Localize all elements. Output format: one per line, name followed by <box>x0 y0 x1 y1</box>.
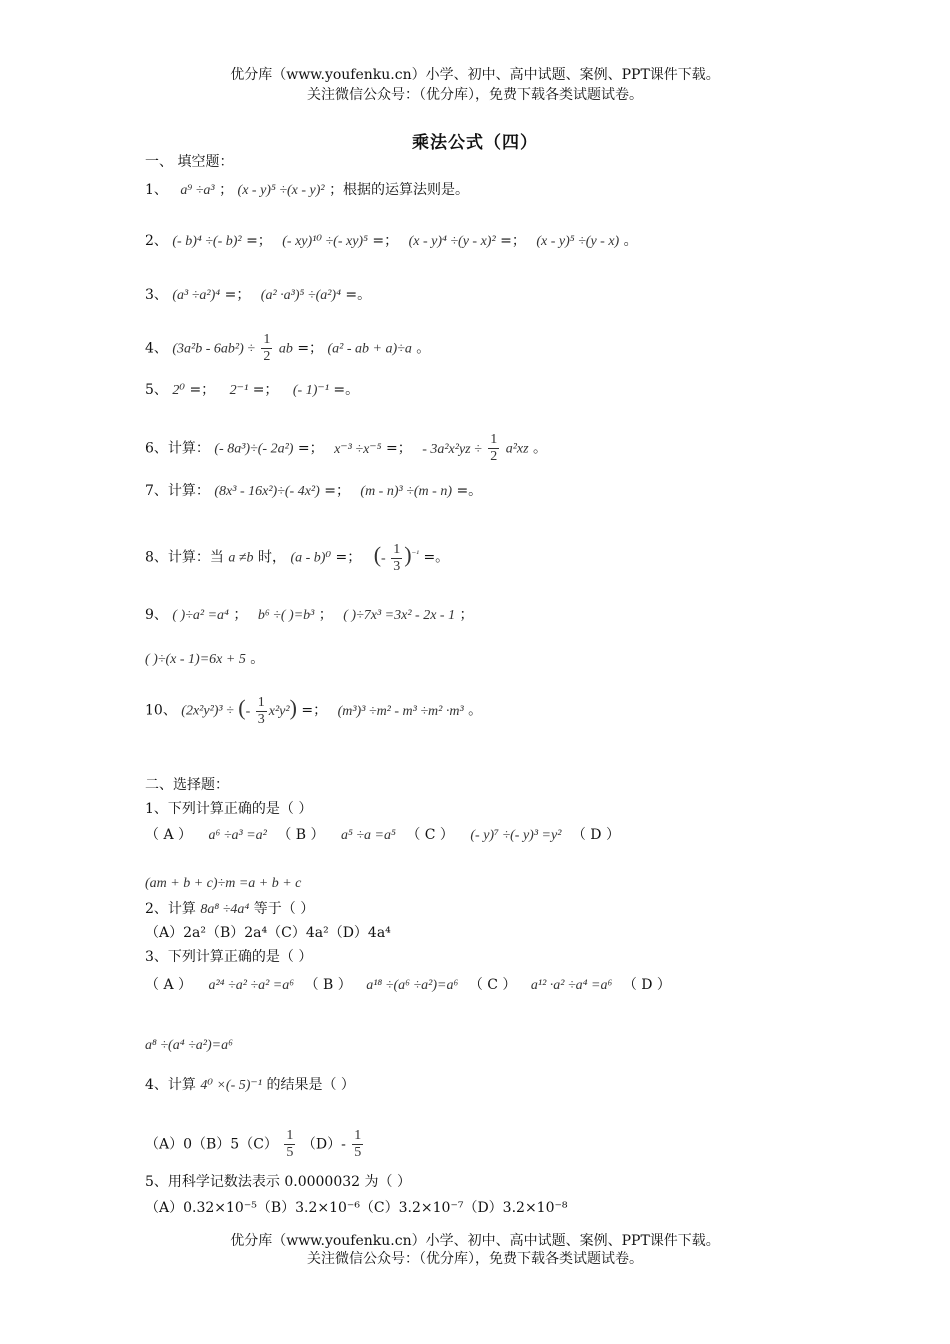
math-expression: 2⁻¹ <box>229 383 249 398</box>
section-1-heading: 一、 填空题： <box>145 154 234 170</box>
question-end: =。 <box>456 483 483 499</box>
math-expression: (x - y)⁵ ÷(x - y)² <box>237 183 325 198</box>
math-expression: (a³ ÷a²)⁴ <box>172 288 221 303</box>
math-expression: ( )÷a² =a⁴ <box>172 608 229 623</box>
choice-1-stem: 1、下列计算正确的是（ ） <box>145 801 313 817</box>
separator: ； <box>219 182 234 198</box>
stem-expression: 4⁰ ×(- 5)⁻¹ <box>200 1078 263 1093</box>
question-number: 9、 <box>145 607 168 623</box>
section-2-heading: 二、选择题： <box>145 777 229 793</box>
choice-3-stem: 3、下列计算正确的是（ ） <box>145 949 313 965</box>
choice-4-stem <box>145 1076 355 1095</box>
question-4 <box>145 332 430 365</box>
math-expression: (- $\frac{1}{3}$ x²y²) <box>238 694 297 727</box>
choice-5-options: （A）0.32×10⁻⁵（B）3.2×10⁻⁶（C）3.2×10⁻⁷（D）3.2×10⁻⁸ <box>145 1200 568 1216</box>
header-line-2: 关注微信公众号：（优分库），免费下载各类试题试卷。 <box>307 87 643 103</box>
separator: ； <box>233 607 248 623</box>
condition: a ≠b <box>228 550 254 566</box>
option-b-label: （ B ） <box>304 977 352 993</box>
question-9 <box>145 606 474 625</box>
fraction: $\frac{1}{5}$ <box>286 1128 294 1160</box>
question-9-line-2 <box>145 650 264 669</box>
question-3 <box>145 286 371 305</box>
question-end: =。 <box>423 549 450 566</box>
choice-1-options <box>145 826 620 845</box>
question-number: 5、 <box>145 382 168 398</box>
choice-5-stem: 5、用科学记数法表示 0.0000032 为（ ） <box>145 1174 411 1190</box>
question-number: 7、计算： <box>145 483 210 499</box>
math-expression: (- 8a³)÷(- 2a²) <box>214 441 294 457</box>
question-end: 。 <box>416 340 431 357</box>
math-expression: (m - n)³ ÷(m - n) <box>360 484 452 499</box>
question-10 <box>145 695 482 728</box>
math-expression: a²xz <box>505 441 529 457</box>
math-expression: (- $\frac{1}{3}$ )$^{^{-1}}$ <box>373 541 419 574</box>
option-c-label: （ C ） <box>468 977 517 993</box>
question-8 <box>145 542 449 575</box>
equals: =； <box>335 549 362 566</box>
equals: =； <box>297 340 324 357</box>
question-number: 10、 <box>145 702 177 719</box>
question-end: 。 <box>250 651 265 667</box>
math-expression: (a² ·a³)⁵ ÷(a²)⁴ <box>260 288 341 303</box>
equals: =； <box>301 702 328 719</box>
stem-text: 等于（ ） <box>253 901 315 917</box>
page-title: 乘法公式（四） <box>412 133 538 153</box>
when-text: 时， <box>258 549 287 566</box>
math-expression: x⁻³ ÷x⁻⁵ <box>334 441 382 457</box>
equals: =； <box>324 483 350 499</box>
header-line-1: 优分库（www.youfenku.cn）小学、初中、高中试题、案例、PPT课件下载。 <box>230 67 720 83</box>
equals: =； <box>246 233 272 249</box>
question-2 <box>145 232 638 251</box>
math-expression: ( )÷7x³ =3x² - 2x - 1 <box>343 608 456 623</box>
math-expression: (2x²y²)³ ÷ <box>181 703 234 719</box>
math-expression: ( )÷(x - 1)=6x + 5 <box>145 652 246 667</box>
fraction: $\frac{1}{2}$ <box>490 432 498 464</box>
choice-2-options: （A）2a²（B）2a⁴（C）4a²（D）4a⁴ <box>145 925 391 941</box>
option-a-label: （ A ） <box>145 977 193 993</box>
math-expression: (- xy)¹⁰ ÷(- xy)⁵ <box>282 234 368 249</box>
option-c-label: （ C ） <box>406 827 454 843</box>
question-number: 6、计算： <box>145 440 210 457</box>
separator: ； <box>459 607 474 623</box>
fraction: $\frac{1}{2}$ <box>263 332 271 364</box>
option-d-expr: (am + b + c)÷m =a + b + c <box>145 876 302 891</box>
question-number: 2、 <box>145 233 168 249</box>
equals: =； <box>386 440 412 457</box>
question-end: 。 <box>468 702 483 719</box>
question-end: 。 <box>623 233 638 249</box>
question-tail: ；根据的运算法则是。 <box>329 182 470 198</box>
fraction: $\frac{1}{5}$ <box>354 1128 362 1160</box>
stem-text: 的结果是（ ） <box>266 1077 355 1093</box>
equals: =； <box>372 233 399 249</box>
question-5 <box>145 381 359 400</box>
option-a-expr: a²⁴ ÷a² ÷a² =a⁶ <box>208 978 295 993</box>
equals: =； <box>252 382 279 398</box>
choice-3-options <box>145 976 671 995</box>
option-a-label: （ A ） <box>145 827 193 843</box>
math-expression: (x - y)⁴ ÷(y - x)² <box>408 234 496 249</box>
equals: =； <box>500 233 526 249</box>
math-expression: (3a²b - 6ab²) ÷ <box>172 341 255 357</box>
equals: =； <box>297 440 324 457</box>
question-6 <box>145 432 547 465</box>
math-expression: (a² - ab + a)÷a <box>327 341 412 357</box>
choice-3-option-d <box>145 1036 233 1055</box>
choice-4-options <box>145 1128 365 1161</box>
stem-text: 2、计算 <box>145 901 196 917</box>
option-d-expr: a⁸ ÷(a⁴ ÷a²)=a⁶ <box>145 1038 233 1053</box>
choice-2-stem <box>145 900 314 919</box>
footer-line-1: 优分库（www.youfenku.cn）小学、初中、高中试题、案例、PPT课件下载。 <box>230 1233 720 1249</box>
question-1 <box>145 181 469 200</box>
equals: =； <box>224 287 251 303</box>
footer-line-2: 关注微信公众号：（优分库），免费下载各类试题试卷。 <box>307 1251 643 1267</box>
question-7 <box>145 482 482 501</box>
math-expression: a⁹ ÷a³ <box>180 183 215 198</box>
option-b-expr: a¹⁸ ÷(a⁶ ÷a²)=a⁶ <box>366 978 459 993</box>
stem-expression: 8a⁸ ÷4a⁴ <box>200 902 250 917</box>
option-c-expr: (- y)⁷ ÷(- y)³ =y² <box>470 828 562 843</box>
choice-1-option-d <box>145 874 301 893</box>
stem-text: 4、计算 <box>145 1077 196 1093</box>
option-b-label: （ B ） <box>277 827 325 843</box>
option-text: （D）- <box>301 1136 351 1153</box>
question-number: 1、 <box>145 182 168 198</box>
question-number: 8、计算：当 <box>145 549 224 566</box>
option-c-expr: a¹² ·a² ÷a⁴ =a⁶ <box>530 978 613 993</box>
math-expression: (- b)⁴ ÷(- b)² <box>172 234 242 249</box>
math-expression: (8x³ - 16x²)÷(- 4x²) <box>214 484 320 499</box>
math-expression: (m³)³ ÷m² - m³ ÷m² ·m³ <box>337 703 464 719</box>
question-end: =。 <box>333 382 360 398</box>
option-a-expr: a⁶ ÷a³ =a² <box>208 828 267 843</box>
option-d-label: （ D ） <box>571 827 620 843</box>
math-expression: (a - b)⁰ <box>290 550 332 566</box>
math-expression: - 3a²x²yz ÷ <box>422 441 482 457</box>
math-expression: (- 1)⁻¹ <box>292 383 329 398</box>
question-number: 4、 <box>145 340 168 357</box>
question-end: =。 <box>345 287 372 303</box>
option-b-expr: a⁵ ÷a =a⁵ <box>340 828 396 843</box>
math-expression: ab <box>278 341 293 357</box>
option-text: （A）0（B）5（C） <box>145 1136 278 1153</box>
equals: =； <box>189 382 216 398</box>
question-number: 3、 <box>145 287 168 303</box>
math-expression: 2⁰ <box>172 383 185 398</box>
math-expression: b⁶ ÷( )=b³ <box>257 608 315 623</box>
option-d-label: （ D ） <box>622 977 671 993</box>
separator: ； <box>318 607 333 623</box>
math-expression: (x - y)⁵ ÷(y - x) <box>536 234 620 249</box>
question-end: 。 <box>533 440 548 457</box>
